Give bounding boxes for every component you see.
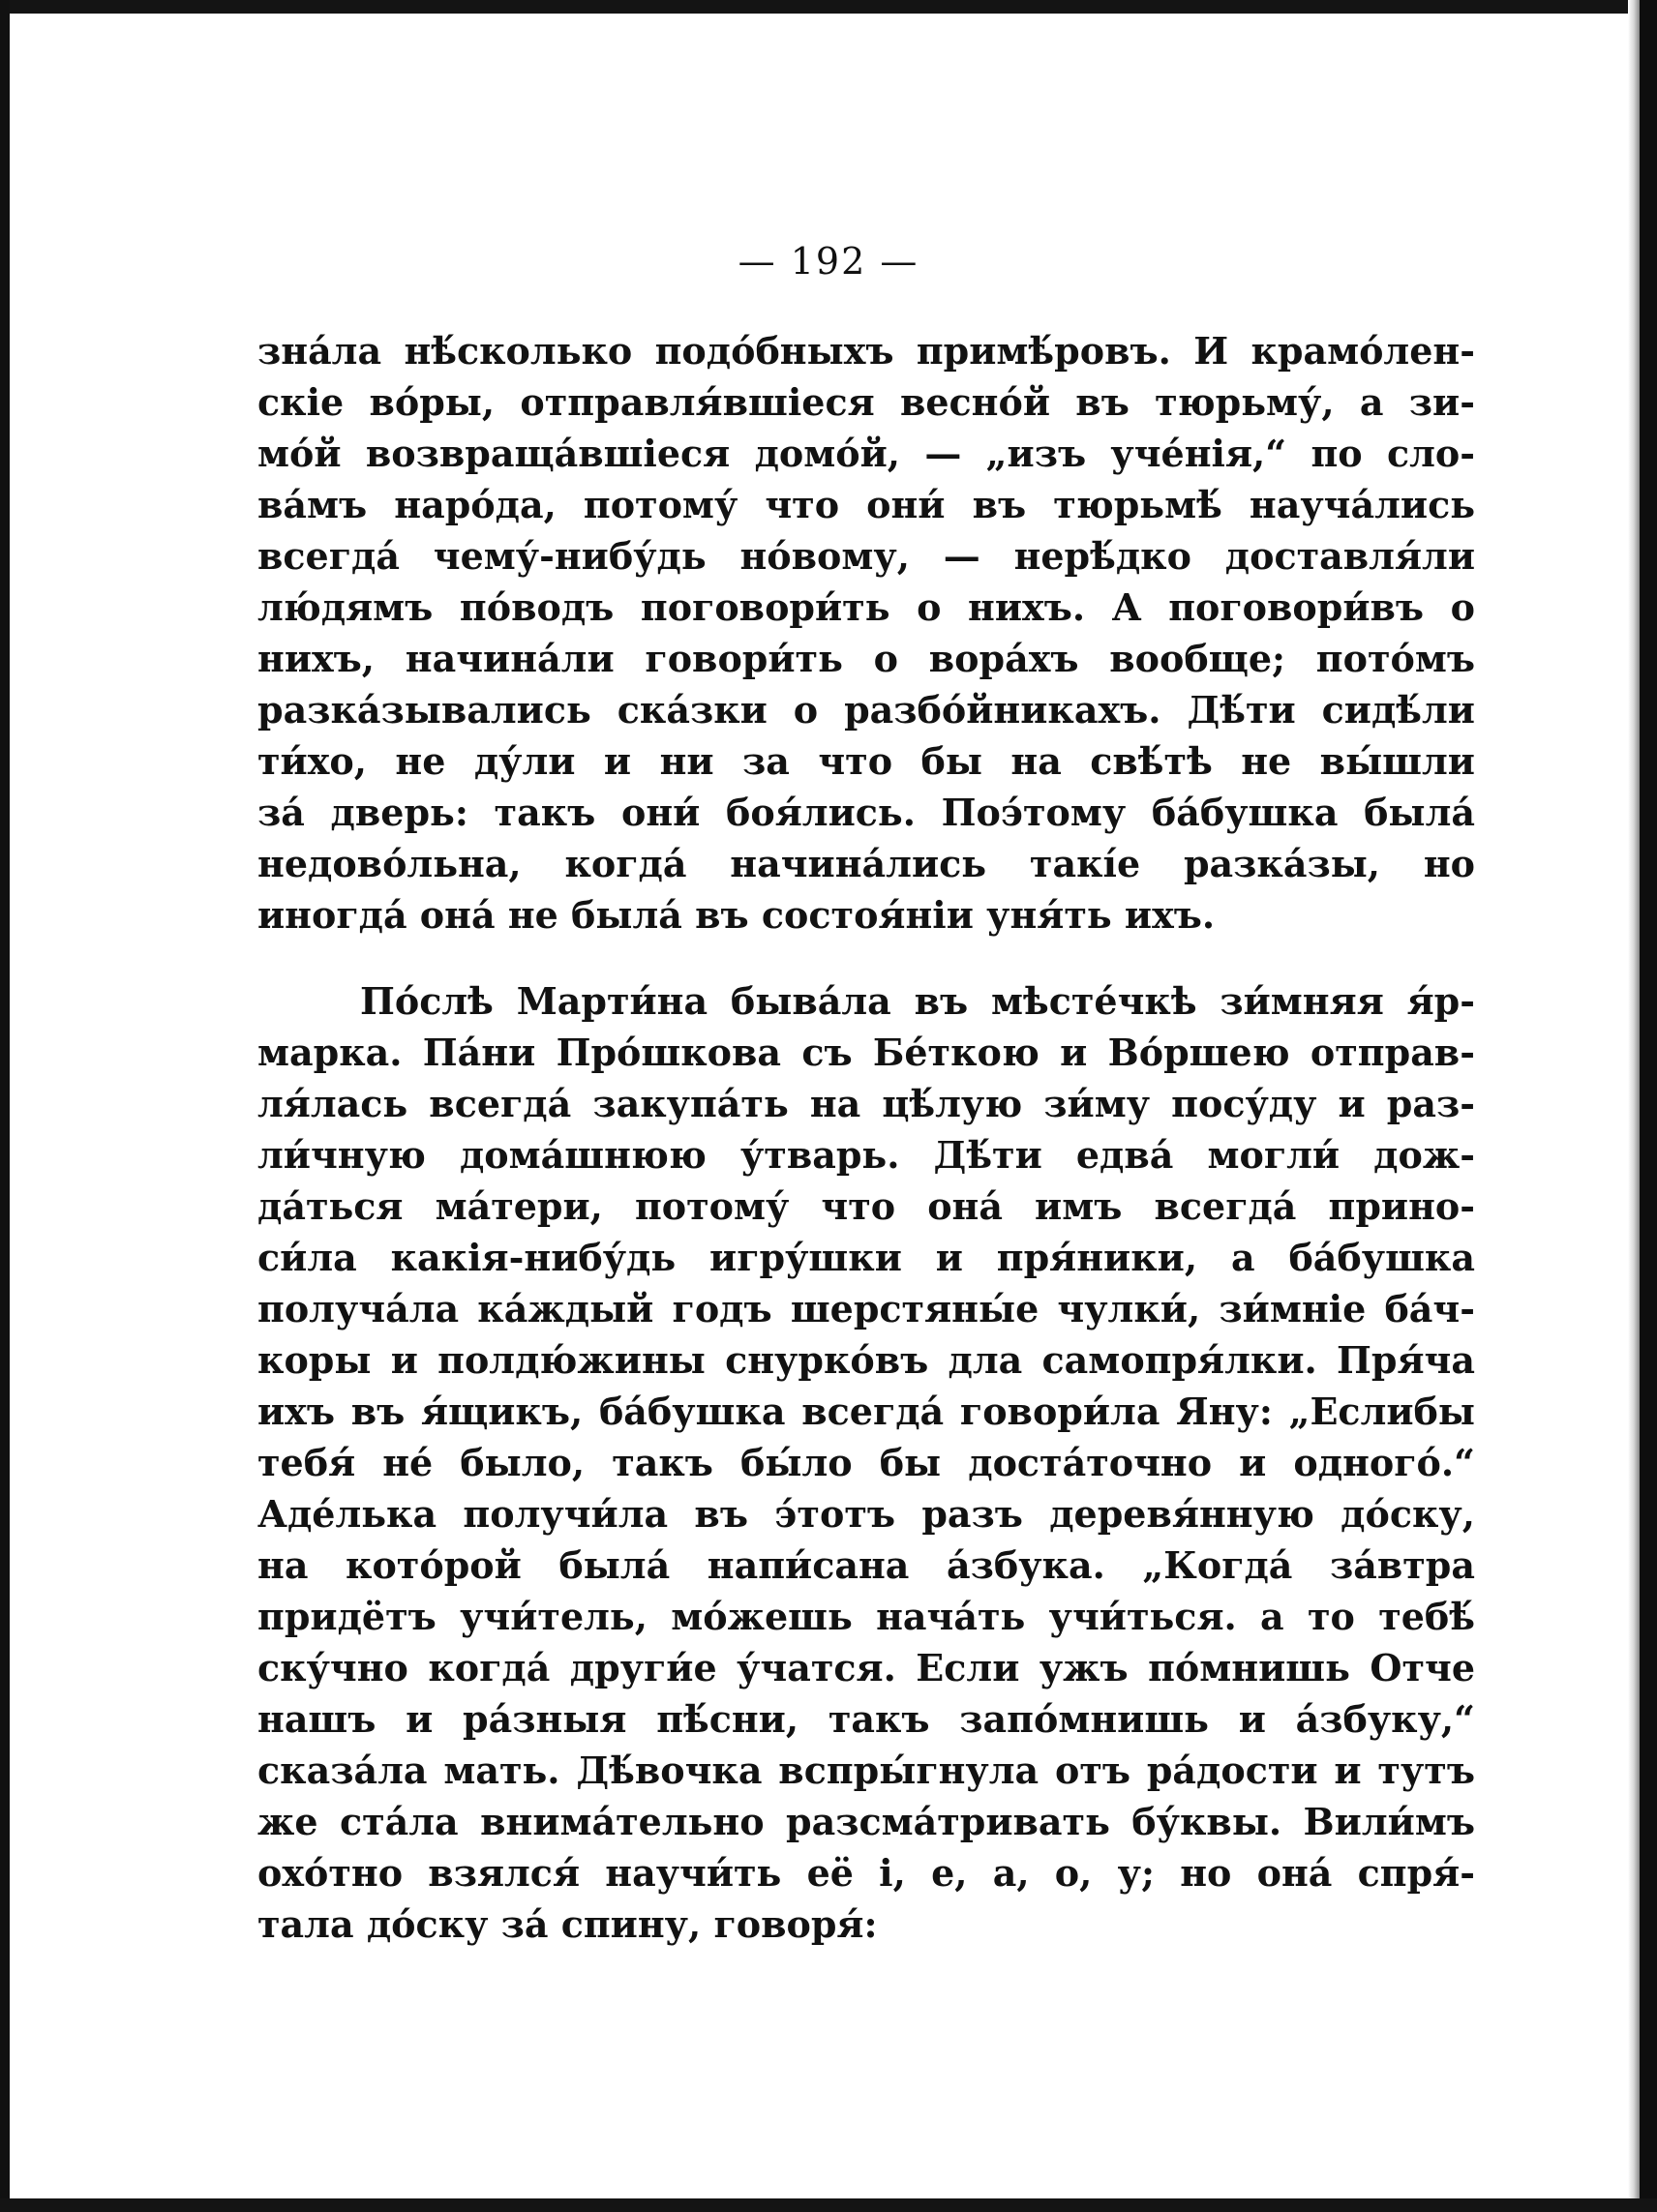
text-line: нашъ и ра́зныя пѣ́сни, такъ запо́мнишь и а́збуку,“ [257,1697,1475,1741]
text-line: Аде́лька получи́ла въ э́тотъ разъ деревя́нную до́ску, [257,1492,1475,1536]
text-line: мо́й возвраща́вшіеся домо́й, — „изъ уче́нія,“ по сло- [257,432,1475,475]
text-line: скіе во́ры, отправля́вшіеся весно́й въ тюрьму́, а зи- [257,380,1475,424]
text-line: охо́тно взялся́ научи́ть её і, е, а, о, у; но она́ спря́- [257,1851,1475,1895]
text-line: сказа́ла мать. Дѣ́вочка вспры́гнула отъ ра́дости и тутъ [257,1749,1475,1792]
text-line: марка. Па́ни Про́шкова съ Бе́ткою и Во́ршею отправ- [257,1031,1475,1074]
scan-border-right [1640,0,1657,2212]
text-line: коры и полдю́жины снурко́въ дла самопря́лки. Пря́ча [257,1338,1475,1382]
text-line: нихъ, начина́ли говори́ть о вора́хъ вообще; пото́мъ [257,637,1475,680]
page-number: — 192 — [738,240,919,283]
text-line: недово́льна, когда́ начина́лись такі́е разка́зы, но [257,842,1475,885]
text-line: за́ дверь: такъ они́ боя́лись. Поэ́тому ба́бушка была́ [257,791,1475,834]
paragraph-2 [257,975,1475,1950]
text-line: да́ться ма́тери, потому́ что она́ имъ всегда́ прино- [257,1184,1475,1228]
text-line: получа́ла ка́ждый годъ шерстяны́е чулки́, зи́мніе ба́ч- [257,1287,1475,1330]
scan-border-left [0,0,10,2212]
text-line: ску́чно когда́ други́е у́чатся. Если ужъ по́мнишь Отче [257,1646,1475,1689]
text-line: придётъ учи́тель, мо́жешь нача́ть учи́ться. а то тебѣ́ [257,1595,1475,1638]
scan-border-bottom [0,2198,1657,2212]
text-line: разка́зывались ска́зки о разбо́йникахъ. Дѣ́ти сидѣ́ли [257,688,1475,732]
text-line: По́слѣ Марти́на быва́ла въ мѣсте́чкѣ зи́мняя я́р- [360,979,1475,1023]
text-line: ва́мъ наро́да, потому́ что они́ въ тюрьмѣ́ науча́лись [257,483,1475,526]
text-line: тала до́ску за́ спину, говоря́: [257,1902,878,1946]
text-line: лю́дямъ по́водъ поговори́ть о нихъ. А поговори́въ о [257,585,1475,629]
text-line: на кото́рой была́ напи́сана а́збука. „Когда́ за́втра [257,1543,1475,1587]
text-line: си́ла какія-нибу́дь игру́шки и пря́ники, а ба́бушка [257,1236,1475,1279]
text-line: ихъ въ я́щикъ, ба́бушка всегда́ говори́ла Яну: „Еслибы [257,1390,1475,1433]
text-line: тебя́ не́ было, такъ бы́ло бы доста́точно и одного́.“ [257,1441,1475,1484]
scan-border-top [0,0,1657,14]
text-line: ля́лась всегда́ закупа́ть на цѣ́лую зи́му посу́ду и раз- [257,1082,1475,1125]
paragraph-1 [257,325,1475,941]
page-edge-shadow [1628,0,1640,2212]
text-line: всегда́ чему́-нибу́дь но́вому, — нерѣ́дко доставля́ли [257,534,1475,578]
text-line: ли́чную дома́шнюю у́тварь. Дѣ́ти едва́ могли́ дож- [257,1133,1475,1177]
text-line: ти́хо, не ду́ли и ни за что бы на свѣ́тѣ не вы́шли [257,739,1475,783]
text-line: же ста́ла внима́тельно разсма́тривать бу́квы. Вили́мъ [257,1800,1475,1843]
text-line: иногда́ она́ не была́ въ состоя́ніи уня́ть ихъ. [257,893,1216,937]
text-line: зна́ла нѣ́сколько подо́бныхъ примѣ́ровъ. И крамо́лен- [257,329,1475,373]
